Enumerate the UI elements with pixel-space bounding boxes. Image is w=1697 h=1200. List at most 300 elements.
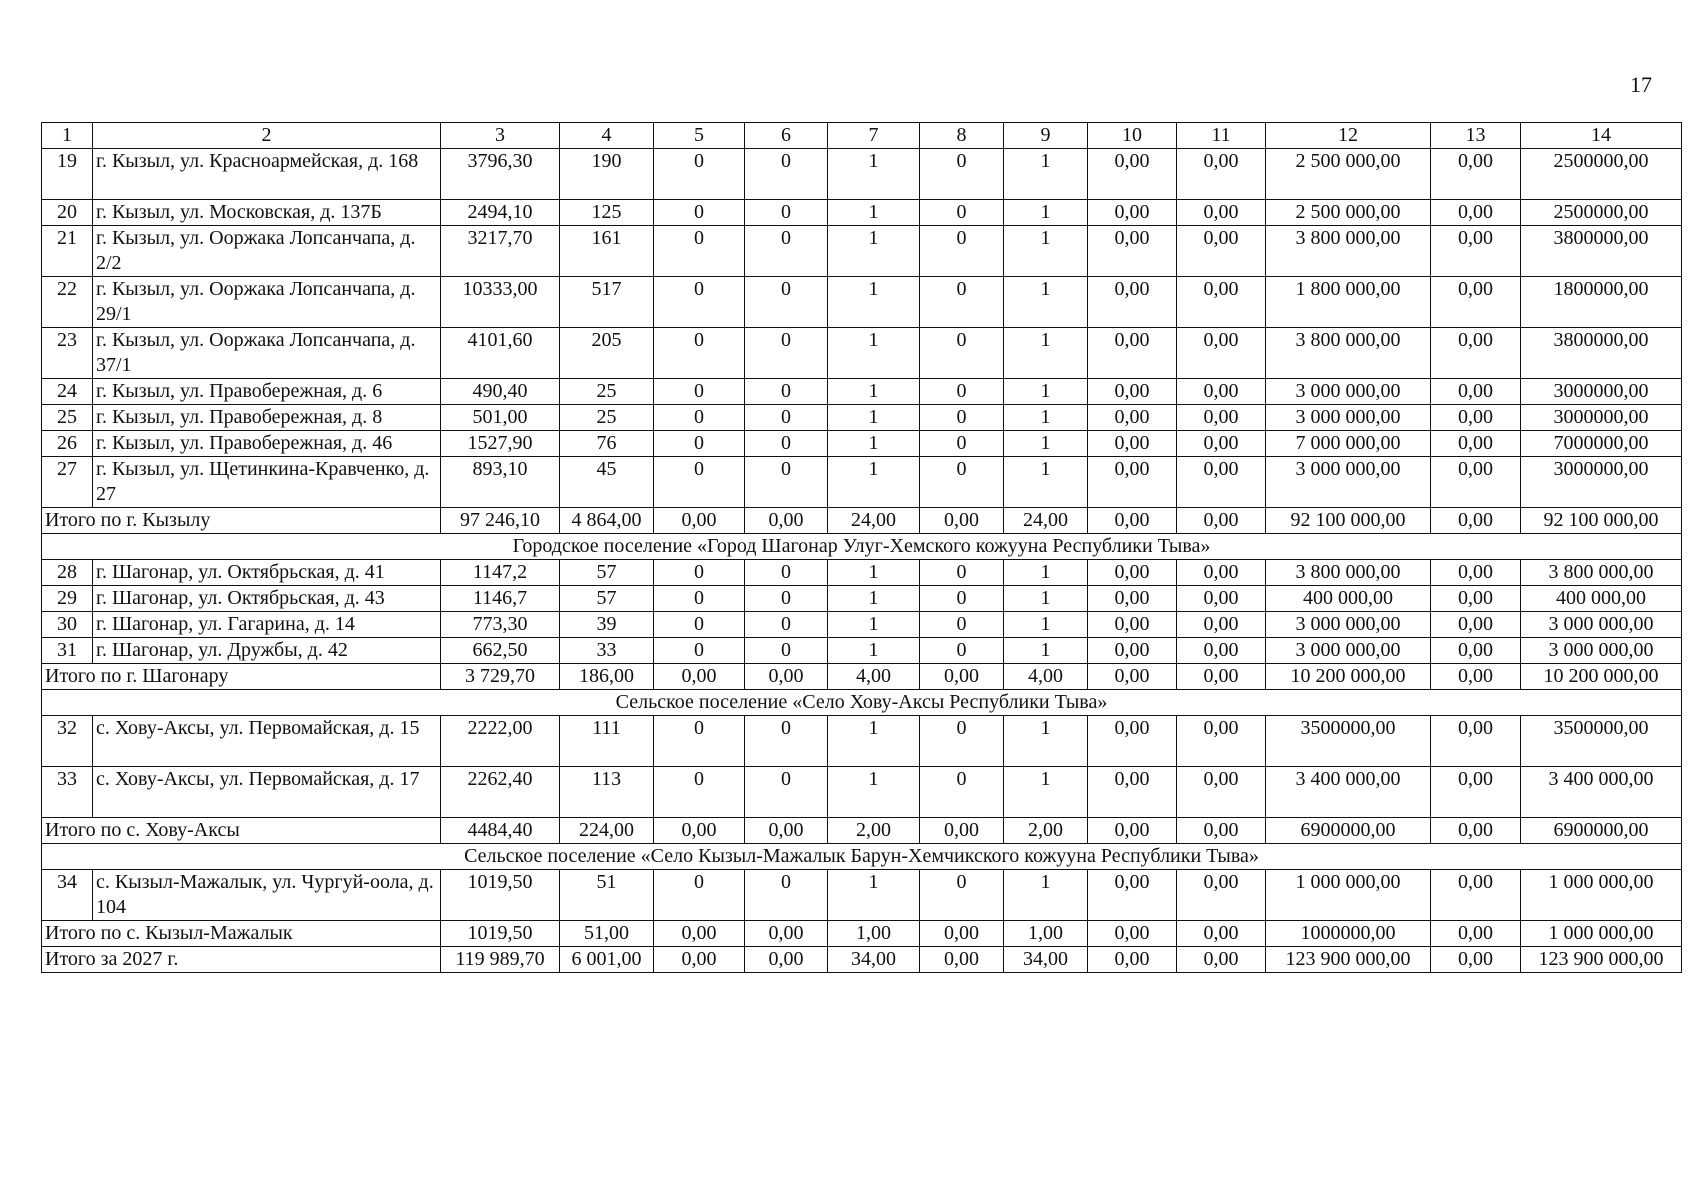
table-cell: 1 — [828, 277, 920, 328]
table-row — [42, 560, 1682, 586]
table-cell: 10333,00 — [441, 277, 560, 328]
table-cell: 1 000 000,00 — [1266, 870, 1431, 921]
section-title: Сельское поселение «Село Хову-Аксы Республики Тыва» — [42, 690, 1682, 716]
table-cell: 1 — [1004, 431, 1088, 457]
table-cell: 0 — [920, 870, 1004, 921]
table-cell: 33 — [560, 638, 654, 664]
table-cell: 0,00 — [1431, 405, 1521, 431]
column-header: 1 — [42, 123, 93, 149]
table-cell: 517 — [560, 277, 654, 328]
table-cell: 0,00 — [1431, 767, 1521, 818]
table-cell: 0,00 — [1431, 328, 1521, 379]
table-cell: 0 — [745, 870, 828, 921]
table-cell: 0,00 — [1088, 921, 1177, 947]
table-cell: 0,00 — [1177, 586, 1266, 612]
address-cell: г. Кызыл, ул. Правобережная, д. 8 — [93, 405, 441, 431]
row-number: 25 — [42, 405, 93, 431]
table-cell: 1 000 000,00 — [1521, 921, 1682, 947]
table-cell: 0 — [920, 431, 1004, 457]
table-cell: 0 — [745, 457, 828, 508]
row-number: 33 — [42, 767, 93, 818]
table-cell: 190 — [560, 149, 654, 200]
table-cell: 0,00 — [1177, 716, 1266, 767]
table-cell: 1 — [828, 328, 920, 379]
table-cell: 0,00 — [1088, 638, 1177, 664]
table-cell: 0,00 — [1177, 638, 1266, 664]
table-cell: 0,00 — [1088, 328, 1177, 379]
table-cell: 2,00 — [1004, 818, 1088, 844]
table-row — [42, 379, 1682, 405]
table-row — [42, 328, 1682, 379]
table-cell: 0 — [654, 612, 745, 638]
table-cell: 0,00 — [745, 664, 828, 690]
table-cell: 0,00 — [1177, 200, 1266, 226]
table-cell: 205 — [560, 328, 654, 379]
data-table — [41, 122, 1682, 973]
table-cell: 92 100 000,00 — [1521, 508, 1682, 534]
table-cell: 1 — [1004, 612, 1088, 638]
column-header: 11 — [1177, 123, 1266, 149]
table-cell: 0,00 — [1088, 767, 1177, 818]
table-cell: 0,00 — [1088, 612, 1177, 638]
table-cell: 0,00 — [1177, 457, 1266, 508]
table-cell: 1,00 — [828, 921, 920, 947]
table-row — [42, 405, 1682, 431]
table-cell: 0,00 — [1177, 664, 1266, 690]
table-cell: 1 — [828, 379, 920, 405]
table-cell: 3000000,00 — [1521, 457, 1682, 508]
total-label: Итого по г. Шагонару — [42, 664, 441, 690]
table-cell: 3 800 000,00 — [1266, 560, 1431, 586]
table-cell: 0,00 — [745, 818, 828, 844]
table-cell: 25 — [560, 405, 654, 431]
row-number: 27 — [42, 457, 93, 508]
address-cell: г. Кызыл, ул. Красноармейская, д. 168 — [93, 149, 441, 200]
table-cell: 3 800 000,00 — [1266, 226, 1431, 277]
table-cell: 1 — [828, 586, 920, 612]
table-cell: 0,00 — [1431, 379, 1521, 405]
table-cell: 0,00 — [1177, 612, 1266, 638]
table-cell: 3 400 000,00 — [1266, 767, 1431, 818]
table-cell: 0 — [745, 716, 828, 767]
table-cell: 3217,70 — [441, 226, 560, 277]
table-cell: 0,00 — [1177, 767, 1266, 818]
table-cell: 4,00 — [1004, 664, 1088, 690]
table-cell: 0 — [920, 200, 1004, 226]
table-cell: 2262,40 — [441, 767, 560, 818]
table-cell: 2500000,00 — [1521, 200, 1682, 226]
address-cell: с. Кызыл-Мажалык, ул. Чургуй-оола, д. 104 — [93, 870, 441, 921]
table-cell: 0,00 — [1431, 431, 1521, 457]
table-cell: 3 000 000,00 — [1266, 638, 1431, 664]
total-row — [42, 947, 1682, 973]
table-cell: 92 100 000,00 — [1266, 508, 1431, 534]
table-cell: 0,00 — [1431, 586, 1521, 612]
table-cell: 0 — [654, 586, 745, 612]
table-cell: 0,00 — [745, 508, 828, 534]
column-header: 6 — [745, 123, 828, 149]
table-cell: 0,00 — [1088, 664, 1177, 690]
table-row — [42, 638, 1682, 664]
table-cell: 4 864,00 — [560, 508, 654, 534]
table-cell: 0,00 — [1088, 149, 1177, 200]
table-cell: 0,00 — [920, 818, 1004, 844]
address-cell: г. Кызыл, ул. Ооржака Лопсанчапа, д. 29/1 — [93, 277, 441, 328]
table-cell: 0 — [920, 586, 1004, 612]
total-label: Итого по с. Хову-Аксы — [42, 818, 441, 844]
table-cell: 10 200 000,00 — [1266, 664, 1431, 690]
table-cell: 400 000,00 — [1521, 586, 1682, 612]
table-row — [42, 149, 1682, 200]
table-cell: 1 — [828, 149, 920, 200]
table-cell: 0,00 — [1431, 226, 1521, 277]
table-cell: 3 800 000,00 — [1521, 560, 1682, 586]
table-cell: 3 000 000,00 — [1521, 638, 1682, 664]
table-cell: 1146,7 — [441, 586, 560, 612]
table-cell: 3 729,70 — [441, 664, 560, 690]
table-cell: 0,00 — [1088, 379, 1177, 405]
table-cell: 0 — [654, 870, 745, 921]
table-row — [42, 226, 1682, 277]
table-cell: 501,00 — [441, 405, 560, 431]
table-row — [42, 200, 1682, 226]
table-cell: 2494,10 — [441, 200, 560, 226]
table-row — [42, 767, 1682, 818]
table-cell: 3 000 000,00 — [1266, 405, 1431, 431]
section-title: Городское поселение «Город Шагонар Улуг-Хемского кожууна Республики Тыва» — [42, 534, 1682, 560]
table-row — [42, 612, 1682, 638]
table-cell: 0,00 — [1088, 716, 1177, 767]
table-cell: 1 — [1004, 277, 1088, 328]
table-cell: 10 200 000,00 — [1521, 664, 1682, 690]
column-header: 13 — [1431, 123, 1521, 149]
table-cell: 1 800 000,00 — [1266, 277, 1431, 328]
table-cell: 0,00 — [1088, 508, 1177, 534]
table-cell: 0 — [745, 767, 828, 818]
table-cell: 0,00 — [1177, 328, 1266, 379]
row-number: 24 — [42, 379, 93, 405]
table-cell: 0 — [745, 328, 828, 379]
table-cell: 24,00 — [828, 508, 920, 534]
table-cell: 0 — [654, 277, 745, 328]
table-cell: 0,00 — [1088, 405, 1177, 431]
table-cell: 0 — [920, 405, 1004, 431]
column-header: 12 — [1266, 123, 1431, 149]
table-cell: 0 — [745, 405, 828, 431]
table-cell: 57 — [560, 586, 654, 612]
table-cell: 3 000 000,00 — [1266, 612, 1431, 638]
table-cell: 1 — [828, 226, 920, 277]
table-cell: 0 — [654, 716, 745, 767]
row-number: 34 — [42, 870, 93, 921]
table-cell: 0 — [920, 767, 1004, 818]
table-cell: 0 — [654, 379, 745, 405]
table-cell: 0,00 — [1088, 457, 1177, 508]
column-header: 14 — [1521, 123, 1682, 149]
table-cell: 0 — [654, 328, 745, 379]
table-cell: 2222,00 — [441, 716, 560, 767]
total-label: Итого по с. Кызыл-Мажалык — [42, 921, 441, 947]
table-cell: 3 400 000,00 — [1521, 767, 1682, 818]
table-cell: 4484,40 — [441, 818, 560, 844]
table-cell: 0 — [920, 226, 1004, 277]
table-cell: 123 900 000,00 — [1266, 947, 1431, 973]
table-cell: 0 — [920, 560, 1004, 586]
table-cell: 0 — [920, 379, 1004, 405]
table-cell: 34,00 — [1004, 947, 1088, 973]
table-cell: 24,00 — [1004, 508, 1088, 534]
address-cell: г. Шагонар, ул. Гагарина, д. 14 — [93, 612, 441, 638]
table-cell: 34,00 — [828, 947, 920, 973]
table-cell: 3796,30 — [441, 149, 560, 200]
table-cell: 0,00 — [654, 664, 745, 690]
table-cell: 0 — [745, 379, 828, 405]
table-row — [42, 431, 1682, 457]
table-cell: 0,00 — [1431, 457, 1521, 508]
table-cell: 0 — [920, 716, 1004, 767]
table-cell: 1 — [828, 612, 920, 638]
table-cell: 45 — [560, 457, 654, 508]
table-cell: 1147,2 — [441, 560, 560, 586]
table-cell: 6 001,00 — [560, 947, 654, 973]
table-row — [42, 716, 1682, 767]
table-cell: 0 — [920, 457, 1004, 508]
table-cell: 1 — [1004, 328, 1088, 379]
table-cell: 0,00 — [654, 947, 745, 973]
table-cell: 0,00 — [1177, 921, 1266, 947]
column-header: 4 — [560, 123, 654, 149]
table-cell: 0,00 — [1177, 277, 1266, 328]
table-cell: 0,00 — [1177, 818, 1266, 844]
table-cell: 1000000,00 — [1266, 921, 1431, 947]
table-cell: 0 — [920, 328, 1004, 379]
table-cell: 161 — [560, 226, 654, 277]
total-row — [42, 664, 1682, 690]
table-cell: 0,00 — [920, 921, 1004, 947]
total-label: Итого за 2027 г. — [42, 947, 441, 973]
table-cell: 4,00 — [828, 664, 920, 690]
table-cell: 1 — [1004, 457, 1088, 508]
table-cell: 0,00 — [1177, 379, 1266, 405]
table-cell: 1 — [1004, 379, 1088, 405]
table-cell: 773,30 — [441, 612, 560, 638]
table-cell: 0 — [920, 149, 1004, 200]
address-cell: г. Кызыл, ул. Ооржака Лопсанчапа, д. 37/1 — [93, 328, 441, 379]
table-header — [42, 123, 1682, 149]
table-cell: 3500000,00 — [1266, 716, 1431, 767]
table-cell: 7000000,00 — [1521, 431, 1682, 457]
table-cell: 0,00 — [920, 947, 1004, 973]
table-cell: 0 — [745, 200, 828, 226]
row-number: 19 — [42, 149, 93, 200]
address-cell: г. Кызыл, ул. Московская, д. 137Б — [93, 200, 441, 226]
section-row — [42, 844, 1682, 870]
table-cell: 0,00 — [1177, 870, 1266, 921]
table-cell: 3000000,00 — [1521, 379, 1682, 405]
table-cell: 0,00 — [1431, 664, 1521, 690]
table-cell: 0,00 — [1431, 947, 1521, 973]
table-cell: 1 — [828, 457, 920, 508]
column-header: 2 — [93, 123, 441, 149]
table-cell: 0 — [654, 457, 745, 508]
table-cell: 76 — [560, 431, 654, 457]
table-cell: 893,10 — [441, 457, 560, 508]
table-cell: 1 — [1004, 149, 1088, 200]
table-cell: 0 — [745, 431, 828, 457]
table-cell: 113 — [560, 767, 654, 818]
row-number: 30 — [42, 612, 93, 638]
table-cell: 111 — [560, 716, 654, 767]
table-cell: 1 — [1004, 586, 1088, 612]
table-cell: 1 — [1004, 767, 1088, 818]
table-cell: 0,00 — [1088, 277, 1177, 328]
table-cell: 0,00 — [654, 818, 745, 844]
table-cell: 0,00 — [1431, 612, 1521, 638]
table-cell: 4101,60 — [441, 328, 560, 379]
section-title: Сельское поселение «Село Кызыл-Мажалык Барун-Хемчикского кожууна Республики Тыва» — [42, 844, 1682, 870]
table-cell: 0,00 — [654, 921, 745, 947]
table-cell: 0,00 — [1431, 560, 1521, 586]
table-cell: 1,00 — [1004, 921, 1088, 947]
table-cell: 1 000 000,00 — [1521, 870, 1682, 921]
table-cell: 0 — [745, 612, 828, 638]
table-cell: 0 — [920, 277, 1004, 328]
table-cell: 0,00 — [1431, 508, 1521, 534]
table-cell: 0 — [920, 612, 1004, 638]
table-cell: 0,00 — [920, 664, 1004, 690]
table-cell: 0 — [920, 638, 1004, 664]
table-cell: 1019,50 — [441, 921, 560, 947]
table-cell: 3 000 000,00 — [1266, 379, 1431, 405]
row-number: 29 — [42, 586, 93, 612]
table-cell: 0,00 — [1088, 870, 1177, 921]
table-cell: 0,00 — [745, 921, 828, 947]
table-row — [42, 457, 1682, 508]
table-cell: 6900000,00 — [1521, 818, 1682, 844]
table-cell: 0 — [654, 226, 745, 277]
table-cell: 0 — [654, 560, 745, 586]
table-cell: 1 — [1004, 226, 1088, 277]
table-cell: 1 — [828, 200, 920, 226]
table-cell: 0,00 — [1431, 638, 1521, 664]
table-cell: 0 — [654, 767, 745, 818]
address-cell: г. Кызыл, ул. Ооржака Лопсанчапа, д. 2/2 — [93, 226, 441, 277]
table-cell: 0,00 — [1177, 508, 1266, 534]
table-cell: 57 — [560, 560, 654, 586]
table-cell: 0,00 — [1177, 149, 1266, 200]
row-number: 32 — [42, 716, 93, 767]
table-cell: 2 500 000,00 — [1266, 149, 1431, 200]
table-cell: 0,00 — [1431, 870, 1521, 921]
table-cell: 0,00 — [1177, 405, 1266, 431]
address-cell: г. Шагонар, ул. Дружбы, д. 42 — [93, 638, 441, 664]
table-cell: 0,00 — [1088, 431, 1177, 457]
table-cell: 1 — [828, 638, 920, 664]
table-cell: 3 000 000,00 — [1521, 612, 1682, 638]
table-cell: 7 000 000,00 — [1266, 431, 1431, 457]
table-cell: 39 — [560, 612, 654, 638]
table-cell: 3 000 000,00 — [1266, 457, 1431, 508]
table-cell: 0 — [745, 277, 828, 328]
row-number: 20 — [42, 200, 93, 226]
total-label: Итого по г. Кызылу — [42, 508, 441, 534]
table-cell: 3500000,00 — [1521, 716, 1682, 767]
table-cell: 1 — [1004, 638, 1088, 664]
table-cell: 119 989,70 — [441, 947, 560, 973]
table-cell: 0 — [745, 226, 828, 277]
table-cell: 0,00 — [1177, 560, 1266, 586]
table-cell: 0 — [745, 560, 828, 586]
table-cell: 3800000,00 — [1521, 226, 1682, 277]
table-cell: 0 — [745, 149, 828, 200]
table-cell: 662,50 — [441, 638, 560, 664]
row-number: 26 — [42, 431, 93, 457]
table-cell: 2 500 000,00 — [1266, 200, 1431, 226]
table-cell: 1019,50 — [441, 870, 560, 921]
table-cell: 0,00 — [1431, 277, 1521, 328]
table-cell: 0,00 — [1431, 818, 1521, 844]
table-cell: 3 800 000,00 — [1266, 328, 1431, 379]
table-cell: 1 — [1004, 560, 1088, 586]
row-number: 22 — [42, 277, 93, 328]
table-cell: 224,00 — [560, 818, 654, 844]
header-row — [42, 123, 1682, 149]
table-cell: 6900000,00 — [1266, 818, 1431, 844]
column-header: 10 — [1088, 123, 1177, 149]
table-cell: 25 — [560, 379, 654, 405]
table-cell: 0 — [654, 431, 745, 457]
table-cell: 0,00 — [1431, 716, 1521, 767]
table-cell: 0 — [654, 405, 745, 431]
table-cell: 1 — [1004, 200, 1088, 226]
section-row — [42, 534, 1682, 560]
table-cell: 0,00 — [654, 508, 745, 534]
table-cell: 0,00 — [1088, 226, 1177, 277]
table-cell: 1 — [828, 870, 920, 921]
column-header: 5 — [654, 123, 745, 149]
table-cell: 3000000,00 — [1521, 405, 1682, 431]
table-cell: 1 — [828, 560, 920, 586]
table-cell: 0,00 — [1088, 560, 1177, 586]
table-cell: 1 — [828, 431, 920, 457]
table-cell: 51 — [560, 870, 654, 921]
table-cell: 0 — [745, 586, 828, 612]
table-cell: 0,00 — [1177, 431, 1266, 457]
table-cell: 1 — [828, 767, 920, 818]
table-cell: 0,00 — [1088, 947, 1177, 973]
address-cell: г. Кызыл, ул. Щетинкина-Кравченко, д. 27 — [93, 457, 441, 508]
table-cell: 1 — [828, 716, 920, 767]
table-cell: 490,40 — [441, 379, 560, 405]
column-header: 3 — [441, 123, 560, 149]
table-cell: 51,00 — [560, 921, 654, 947]
table-row — [42, 277, 1682, 328]
total-row — [42, 818, 1682, 844]
table-cell: 1 — [1004, 716, 1088, 767]
table-cell: 1 — [1004, 405, 1088, 431]
row-number: 21 — [42, 226, 93, 277]
table-cell: 0,00 — [1177, 947, 1266, 973]
table-body — [42, 149, 1682, 973]
address-cell: г. Кызыл, ул. Правобережная, д. 6 — [93, 379, 441, 405]
table-cell: 186,00 — [560, 664, 654, 690]
table-cell: 2500000,00 — [1521, 149, 1682, 200]
table-cell: 0,00 — [1088, 586, 1177, 612]
table-cell: 0 — [654, 638, 745, 664]
column-header: 8 — [920, 123, 1004, 149]
total-row — [42, 921, 1682, 947]
table-cell: 0,00 — [745, 947, 828, 973]
